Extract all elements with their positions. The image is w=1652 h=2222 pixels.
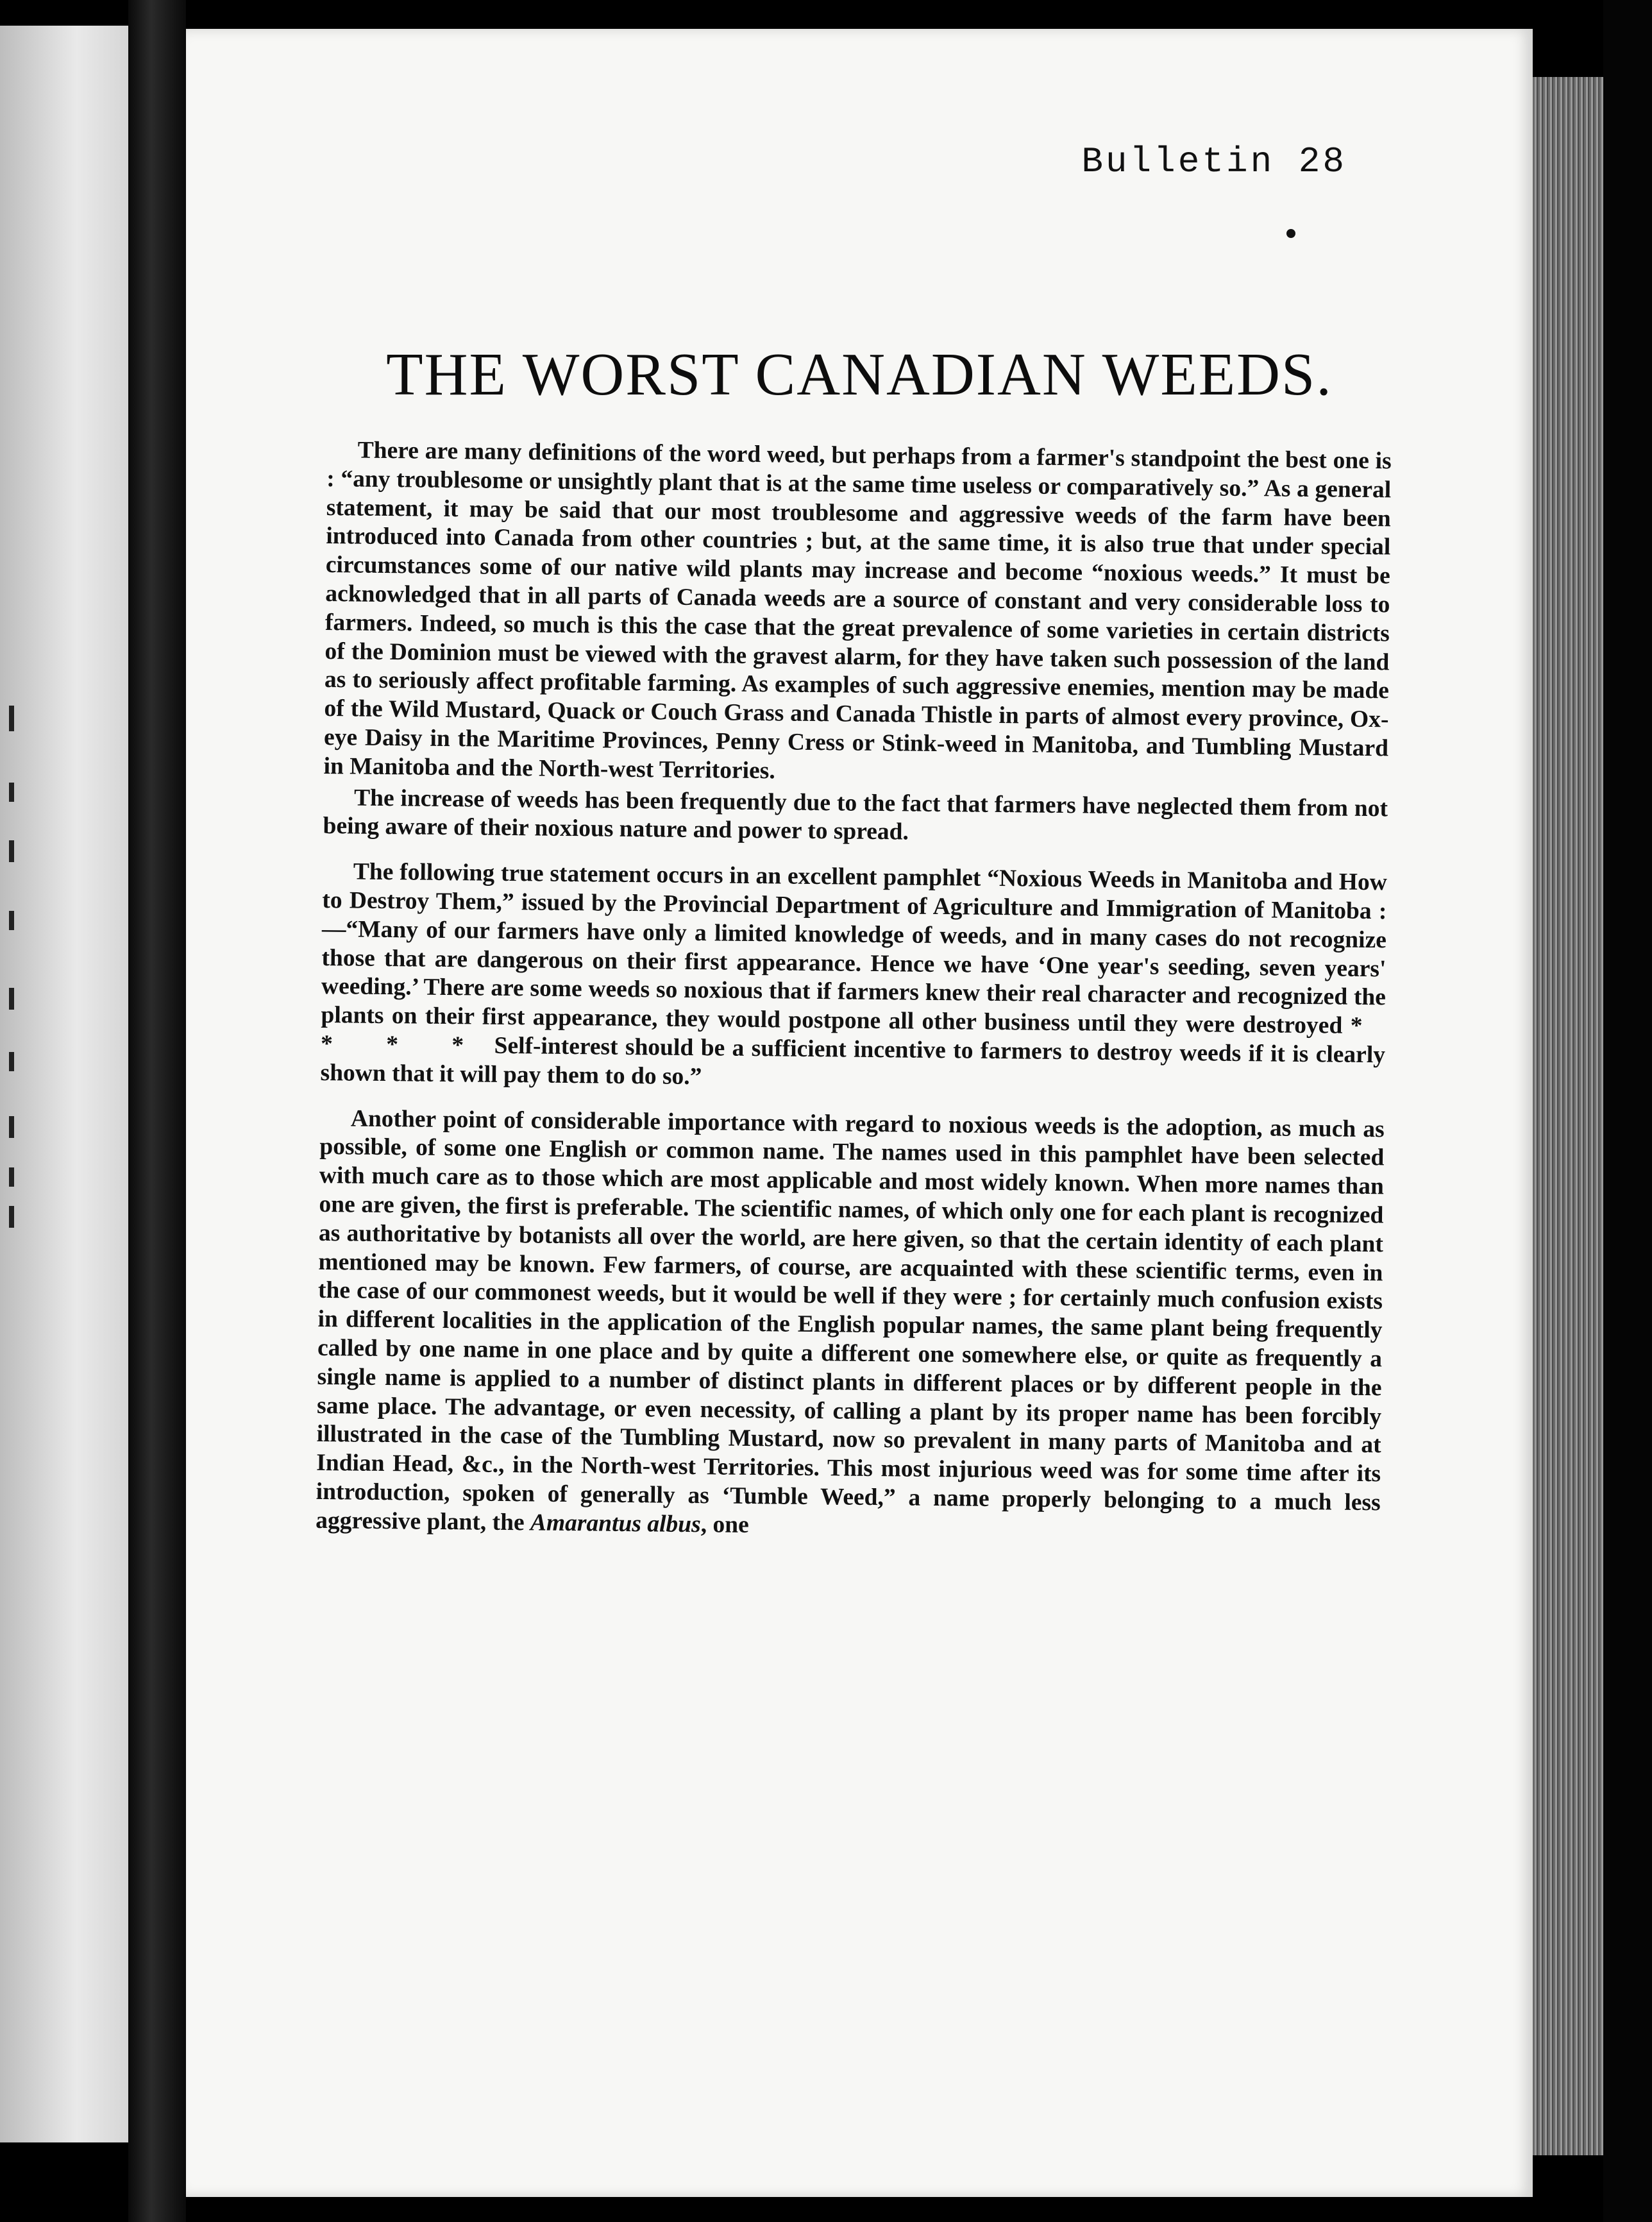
line-tail: , one	[700, 1511, 749, 1538]
names-text: Another point of considerable importance with regard to noxious weeds is the adoption, as much as possible, of some one English or common name. The names used in this pamphlet have been selected with much care as to those which are most applicable and most widely known. When more names than one are given, the first is preferable. The scientific names, of which only one for each plant is recognized as authoritative by botanists all over the world, are here given, so that the certain identity of each plant mentioned may be known. Few farmers, of course, are acquainted with these scientific terms, even in the case of our commonest weeds, but it would be well if they were ; for certainly much confusion exists in different localities in the application of the English popular names, the same plant being frequently called by one name in one place and by quite a different one somewhere else, or quite as frequently a single name is applied to a number of distinct plants in different places or by different people in the same place. The advantage, or even necessity, of calling a plant by its proper name has been forcibly illustrated in the case of the Tumbling Mustard, now so prevalent in many parts of Manitoba and at Indian Head, &c., in the North-west Territories. This most injurious weed was for some time after its introduction, spoken of generally as ‘Tumble Weed,” a name properly belonging to a much less aggressive plant, the	[316, 1105, 1385, 1536]
ink-dot	[1286, 229, 1295, 238]
article-body	[316, 436, 1392, 1547]
paragraph-names	[316, 1104, 1385, 1546]
book-page	[186, 29, 1533, 2197]
quote-text: The following true statement occurs in an excellent pamphlet “Noxious Weeds in Manitoba and How to Destroy Them,” issued by the Provincial Department of Agriculture and Immigration of Manitoba :—“Many of our farmers have only a limited knowledge of weeds, and in many cases do not recognize those that are dangerous on their first appearance. Hence we have ‘One year's seeding, seven years' weeding.’ There are some weeds so noxious that if farmers knew their real character and recognized the plants on their first appearance, they would postpone all other business until they were destroyed	[321, 858, 1388, 1039]
page-edges	[1533, 77, 1603, 2155]
page-title: THE WORST CANADIAN WEEDS.	[386, 341, 1333, 408]
paragraph-increase: The increase of weeds has been frequently due to the fact that farmers have neglected them from not being aware of their noxious nature and power to spread.	[323, 784, 1388, 845]
scientific-name: Amarantus albus	[530, 1509, 701, 1538]
quote-continuation: Self-interest should be a sufficient incentive to farmers to destroy weeds if it is clearly shown that it will pay them to do so.”	[320, 1032, 1386, 1090]
facing-page-edge	[0, 26, 128, 2142]
paragraph-definitions: There are many definitions of the word weed, but perhaps from a farmer's standpoint the best one is : “any troublesome or unsightly plant that is at the same time useless or comparatively so.” As a general statement, it may be said that our most troublesome and aggressive weeds of the farm have been introduced into Canada from other countries ; but, at the same time, it is also true that under special circumstances some of our native wild plants may increase and become “noxious weeds.” It must be acknowledged that in all parts of Canada weeds are a source of constant and very considerable loss to farmers. Indeed, so much is this the case that the great prevalence of some varieties in certain districts of the Dominion must be viewed with the gravest alarm, for they have taken such possession of the land as to seriously affect profitable farming. As examples of such aggressive enemies, mention may be made of the Wild Mustard, Quack or Couch Grass and Canada Thistle in parts of almost every province, Ox-eye Daisy in the Maritime Provinces, Penny Cress or Stink-weed in Manitoba, and Tumbling Mustard in Manitoba and the North-west Territories.	[323, 437, 1392, 784]
scan-border	[1603, 0, 1652, 2222]
paragraph-quote	[320, 858, 1387, 1099]
book-gutter	[128, 0, 186, 2222]
ellipsis-stars: * * * *	[320, 1012, 1386, 1059]
bulletin-label: Bulletin 28	[1081, 141, 1347, 182]
